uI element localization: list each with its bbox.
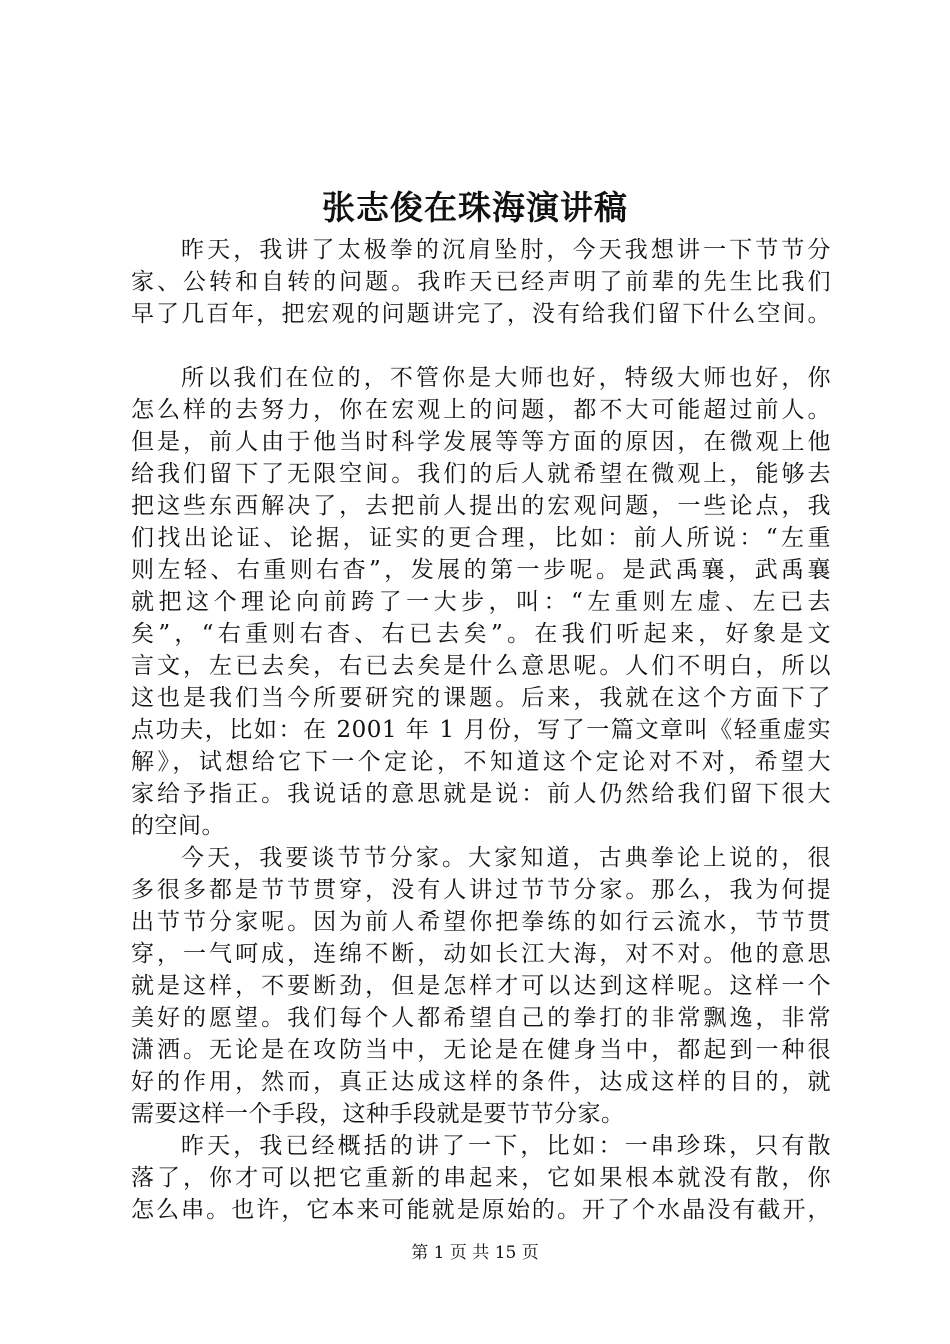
text-line: 落了，你才可以把它重新的串起来，它如果根本就没有散，你 <box>131 1165 831 1191</box>
text-line: 好的作用，然而，真正达成这样的条件，达成这样的目的，就 <box>131 1069 831 1095</box>
text-line: 今天，我要谈节节分家。大家知道，古典拳论上说的，很 <box>181 845 831 871</box>
page-title: 张志俊在珠海演讲稿 <box>322 188 628 227</box>
text-line: 潇洒。无论是在攻防当中，无论是在健身当中，都起到一种很 <box>131 1037 831 1063</box>
text-line: 们找出论证、论据，证实的更合理，比如：前人所说：“左重 <box>131 525 831 551</box>
text-line: 怎么样的去努力，你在宏观上的问题，都不大可能超过前人。 <box>131 397 831 423</box>
text-line: 美好的愿望。我们每个人都希望自己的拳打的非常飘逸，非常 <box>131 1005 831 1031</box>
text-line: 这也是我们当今所要研究的课题。后来，我就在这个方面下了 <box>131 685 831 711</box>
paragraph <box>131 842 831 1130</box>
paragraph-gap <box>131 330 831 362</box>
document-body <box>131 234 831 1226</box>
text-line: 言文，左已去矣，右已去矣是什么意思呢。人们不明白，所以 <box>131 653 831 679</box>
text-line: 穿，一气呵成，连绵不断，动如长江大海，对不对。他的意思 <box>131 941 831 967</box>
text-line: 则左轻、右重则右杳”，发展的第一步呢。是武禹襄，武禹襄 <box>131 557 831 583</box>
text-line: 昨天，我已经概括的讲了一下，比如：一串珍珠，只有散 <box>181 1133 831 1159</box>
text-line: 多很多都是节节贯穿，没有人讲过节节分家。那么，我为何提 <box>131 877 831 903</box>
text-line: 但是，前人由于他当时科学发展等等方面的原因，在微观上他 <box>131 429 831 455</box>
paragraph <box>131 234 831 330</box>
text-line: 矣”，“右重则右杳、右已去矣”。在我们听起来，好象是文 <box>131 621 831 647</box>
text-line: 给我们留下了无限空间。我们的后人就希望在微观上，能够去 <box>131 461 831 487</box>
paragraph <box>131 362 831 842</box>
text-line: 把这些东西解决了，去把前人提出的宏观问题，一些论点，我 <box>131 493 831 519</box>
text-line: 点功夫，比如：在 2001 年 1 月份，写了一篇文章叫《轻重虚实 <box>131 717 831 743</box>
text-line: 出节节分家呢。因为前人希望你把拳练的如行云流水，节节贯 <box>131 909 831 935</box>
text-line: 家、公转和自转的问题。我昨天已经声明了前辈的先生比我们 <box>131 269 831 295</box>
text-line: 家给予指正。我说话的意思就是说：前人仍然给我们留下很大 <box>131 781 831 807</box>
text-line: 所以我们在位的，不管你是大师也好，特级大师也好，你 <box>181 365 831 391</box>
text-line: 就把这个理论向前跨了一大步，叫：“左重则左虚、左已去 <box>131 589 831 615</box>
text-line: 怎么串。也许，它本来可能就是原始的。开了个水晶没有截开， <box>131 1197 831 1223</box>
text-line: 需要这样一个手段，这种手段就是要节节分家。 <box>131 1101 625 1127</box>
text-line: 解》，试想给它下一个定论，不知道这个定论对不对，希望大 <box>131 749 831 775</box>
text-line: 就是这样，不要断劲，但是怎样才可以达到这样呢。这样一个 <box>131 973 831 999</box>
text-line: 早了几百年，把宏观的问题讲完了，没有给我们留下什么空间。 <box>131 301 831 327</box>
text-line: 昨天，我讲了太极拳的沉肩坠肘，今天我想讲一下节节分 <box>181 237 831 263</box>
paragraph <box>131 1130 831 1226</box>
page-number: 第 1 页 共 15 页 <box>411 1243 539 1263</box>
text-line: 的空间。 <box>131 813 225 839</box>
